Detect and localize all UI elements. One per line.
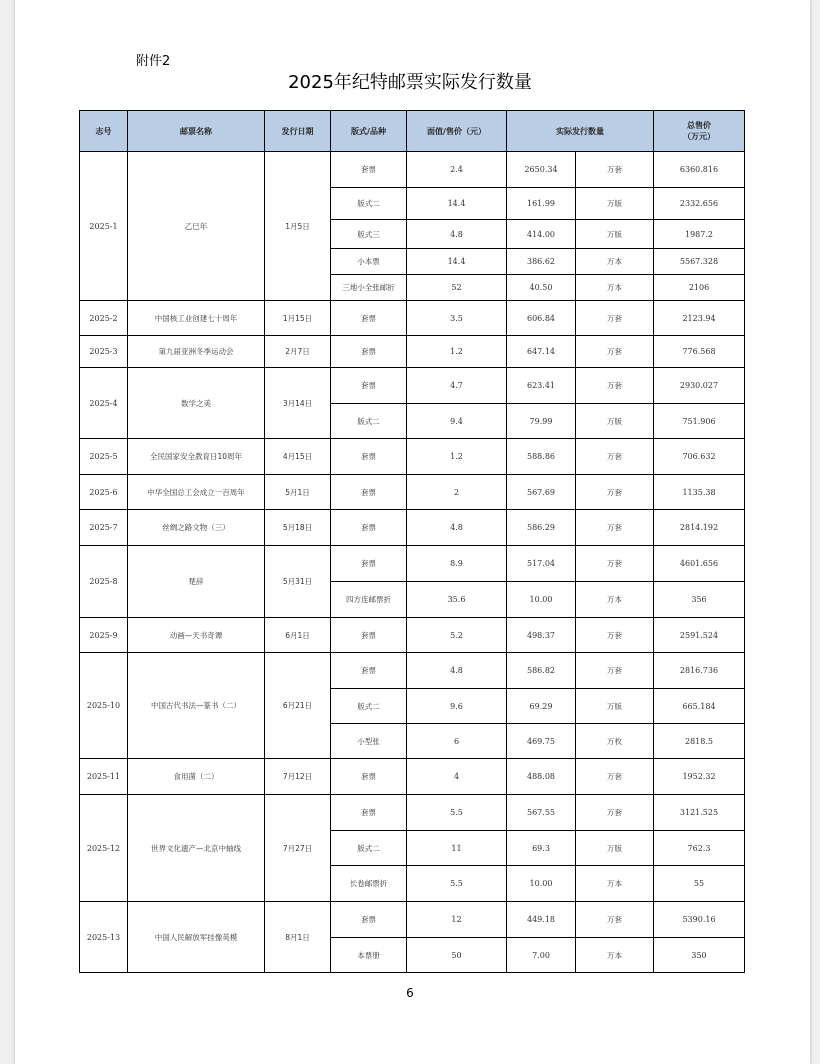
format-cell: 套票 — [331, 618, 407, 653]
issue-date: 6月21日 — [265, 653, 331, 759]
unit-cell: 万套 — [576, 439, 654, 475]
stamp-name: 全民国家安全教育日10周年 — [128, 439, 265, 475]
unit-cell: 万套 — [576, 336, 654, 368]
stamp-name: 世界文化遗产—北京中轴线 — [128, 795, 265, 902]
quantity-cell: 79.99 — [507, 404, 576, 439]
format-cell: 套票 — [331, 301, 407, 336]
table-row — [80, 759, 745, 795]
total-cell: 2814.192 — [654, 510, 745, 546]
stamp-name: 中华全国总工会成立一百周年 — [128, 475, 265, 510]
total-cell: 6360.816 — [654, 152, 745, 188]
price-cell: 4.8 — [407, 220, 507, 249]
issue-code: 2025-10 — [80, 653, 128, 759]
unit-cell: 万版 — [576, 188, 654, 220]
price-cell: 4.7 — [407, 368, 507, 404]
quantity-cell: 7.00 — [507, 938, 576, 973]
issue-date: 3月14日 — [265, 368, 331, 439]
issue-code: 2025-5 — [80, 439, 128, 475]
total-cell: 1987.2 — [654, 220, 745, 249]
table-row — [80, 475, 745, 510]
price-cell: 4.8 — [407, 510, 507, 546]
price-cell: 5.5 — [407, 795, 507, 831]
unit-cell: 万套 — [576, 152, 654, 188]
issue-code: 2025-1 — [80, 152, 128, 301]
issue-date: 7月12日 — [265, 759, 331, 795]
unit-cell: 万本 — [576, 938, 654, 973]
stamp-name: 动画—天书奇谭 — [128, 618, 265, 653]
page-number: 6 — [406, 986, 414, 1000]
total-cell: 1135.38 — [654, 475, 745, 510]
table-row — [80, 301, 745, 336]
price-cell: 1.2 — [407, 439, 507, 475]
price-cell: 52 — [407, 275, 507, 301]
issue-code: 2025-2 — [80, 301, 128, 336]
format-cell: 版式二 — [331, 689, 407, 724]
unit-cell: 万套 — [576, 795, 654, 831]
price-cell: 5.2 — [407, 618, 507, 653]
total-cell: 776.568 — [654, 336, 745, 368]
table-body — [80, 152, 745, 973]
unit-cell: 万本 — [576, 275, 654, 301]
format-cell: 套票 — [331, 336, 407, 368]
issue-code: 2025-12 — [80, 795, 128, 902]
table-row — [80, 902, 745, 938]
price-cell: 9.4 — [407, 404, 507, 439]
header-price: 面值/售价（元） — [407, 111, 507, 152]
format-cell: 套票 — [331, 368, 407, 404]
quantity-cell: 469.75 — [507, 724, 576, 759]
unit-cell: 万版 — [576, 404, 654, 439]
total-cell: 5390.16 — [654, 902, 745, 938]
stamp-name: 中国古代书法—篆书（二） — [128, 653, 265, 759]
quantity-cell: 488.08 — [507, 759, 576, 795]
price-cell: 3.5 — [407, 301, 507, 336]
unit-cell: 万套 — [576, 301, 654, 336]
stamp-name: 食用菌（二） — [128, 759, 265, 795]
price-cell: 35.6 — [407, 582, 507, 618]
price-cell: 5.5 — [407, 866, 507, 902]
quantity-cell: 449.18 — [507, 902, 576, 938]
issue-code: 2025-8 — [80, 546, 128, 618]
format-cell: 套票 — [331, 152, 407, 188]
header-total-unit: （万元） — [683, 132, 715, 141]
price-cell: 8.9 — [407, 546, 507, 582]
issue-code: 2025-3 — [80, 336, 128, 368]
format-cell: 小型张 — [331, 724, 407, 759]
quantity-cell: 2650.34 — [507, 152, 576, 188]
quantity-cell: 567.55 — [507, 795, 576, 831]
format-cell: 套票 — [331, 510, 407, 546]
price-cell: 2 — [407, 475, 507, 510]
price-cell: 4 — [407, 759, 507, 795]
header-total-label: 总售价 — [687, 121, 711, 130]
stamp-name: 丝绸之路文物（三） — [128, 510, 265, 546]
unit-cell: 万版 — [576, 831, 654, 866]
issue-date: 6月1日 — [265, 618, 331, 653]
total-cell: 2930.027 — [654, 368, 745, 404]
issue-code: 2025-11 — [80, 759, 128, 795]
total-cell: 2332.656 — [654, 188, 745, 220]
total-cell: 751.906 — [654, 404, 745, 439]
unit-cell: 万枚 — [576, 724, 654, 759]
format-cell: 套票 — [331, 902, 407, 938]
stamp-name: 乙巳年 — [128, 152, 265, 301]
issue-code: 2025-13 — [80, 902, 128, 973]
header-code: 志号 — [80, 111, 128, 152]
quantity-cell: 414.00 — [507, 220, 576, 249]
quantity-cell: 10.00 — [507, 866, 576, 902]
total-cell: 2106 — [654, 275, 745, 301]
issue-code: 2025-6 — [80, 475, 128, 510]
header-format: 版式/品种 — [331, 111, 407, 152]
format-cell: 版式二 — [331, 404, 407, 439]
quantity-cell: 69.29 — [507, 689, 576, 724]
quantity-cell: 10.00 — [507, 582, 576, 618]
price-cell: 14.4 — [407, 249, 507, 275]
total-cell: 706.632 — [654, 439, 745, 475]
issue-date: 5月18日 — [265, 510, 331, 546]
header-total — [654, 111, 745, 152]
unit-cell: 万本 — [576, 866, 654, 902]
price-cell: 14.4 — [407, 188, 507, 220]
issue-date: 8月1日 — [265, 902, 331, 973]
total-cell: 55 — [654, 866, 745, 902]
issue-code: 2025-4 — [80, 368, 128, 439]
total-cell: 2591.524 — [654, 618, 745, 653]
format-cell: 版式二 — [331, 831, 407, 866]
unit-cell: 万套 — [576, 510, 654, 546]
table-row — [80, 439, 745, 475]
price-cell: 50 — [407, 938, 507, 973]
stamp-name: 数学之美 — [128, 368, 265, 439]
format-cell: 长卷邮票折 — [331, 866, 407, 902]
price-cell: 6 — [407, 724, 507, 759]
issue-code: 2025-9 — [80, 618, 128, 653]
price-cell: 2.4 — [407, 152, 507, 188]
total-cell: 2818.5 — [654, 724, 745, 759]
total-cell: 1952.32 — [654, 759, 745, 795]
price-cell: 1.2 — [407, 336, 507, 368]
unit-cell: 万套 — [576, 546, 654, 582]
price-cell: 9.6 — [407, 689, 507, 724]
header-name: 邮票名称 — [128, 111, 265, 152]
format-cell: 套票 — [331, 546, 407, 582]
format-cell: 套票 — [331, 653, 407, 689]
total-cell: 350 — [654, 938, 745, 973]
total-cell: 5567.328 — [654, 249, 745, 275]
format-cell: 版式二 — [331, 188, 407, 220]
format-cell: 套票 — [331, 439, 407, 475]
quantity-cell: 517.04 — [507, 546, 576, 582]
issue-date: 5月1日 — [265, 475, 331, 510]
unit-cell: 万本 — [576, 582, 654, 618]
quantity-cell: 586.82 — [507, 653, 576, 689]
table-row — [80, 152, 745, 188]
table-row — [80, 336, 745, 368]
stamp-issue-table — [79, 110, 745, 973]
unit-cell: 万版 — [576, 689, 654, 724]
page-title: 2025年纪特邮票实际发行数量 — [288, 72, 532, 93]
unit-cell: 万套 — [576, 653, 654, 689]
format-cell: 套票 — [331, 475, 407, 510]
quantity-cell: 69.3 — [507, 831, 576, 866]
issue-date: 4月15日 — [265, 439, 331, 475]
table-row — [80, 368, 745, 404]
table-row — [80, 510, 745, 546]
format-cell: 三地小全张邮折 — [331, 275, 407, 301]
unit-cell: 万本 — [576, 249, 654, 275]
header-date: 发行日期 — [265, 111, 331, 152]
quantity-cell: 567.69 — [507, 475, 576, 510]
stamp-name: 楚辞 — [128, 546, 265, 618]
quantity-cell: 588.86 — [507, 439, 576, 475]
total-cell: 356 — [654, 582, 745, 618]
price-cell: 11 — [407, 831, 507, 866]
format-cell: 版式三 — [331, 220, 407, 249]
quantity-cell: 386.62 — [507, 249, 576, 275]
quantity-cell: 40.50 — [507, 275, 576, 301]
total-cell: 2123.94 — [654, 301, 745, 336]
price-cell: 4.8 — [407, 653, 507, 689]
table-row — [80, 653, 745, 689]
table-row — [80, 546, 745, 582]
issue-date: 2月7日 — [265, 336, 331, 368]
table-row — [80, 618, 745, 653]
quantity-cell: 161.99 — [507, 188, 576, 220]
total-cell: 3121.525 — [654, 795, 745, 831]
header-quantity: 实际发行数量 — [507, 111, 654, 152]
stamp-name: 第九届亚洲冬季运动会 — [128, 336, 265, 368]
format-cell: 套票 — [331, 759, 407, 795]
format-cell: 套票 — [331, 795, 407, 831]
total-cell: 762.3 — [654, 831, 745, 866]
unit-cell: 万套 — [576, 368, 654, 404]
issue-date: 7月27日 — [265, 795, 331, 902]
unit-cell: 万套 — [576, 759, 654, 795]
format-cell: 本票册 — [331, 938, 407, 973]
quantity-cell: 498.37 — [507, 618, 576, 653]
price-cell: 12 — [407, 902, 507, 938]
issue-date: 5月31日 — [265, 546, 331, 618]
total-cell: 665.184 — [654, 689, 745, 724]
stamp-name: 中国人民解放军挂像英模 — [128, 902, 265, 973]
total-cell: 2816.736 — [654, 653, 745, 689]
unit-cell: 万套 — [576, 475, 654, 510]
quantity-cell: 647.14 — [507, 336, 576, 368]
format-cell: 小本票 — [331, 249, 407, 275]
issue-date: 1月5日 — [265, 152, 331, 301]
quantity-cell: 586.29 — [507, 510, 576, 546]
unit-cell: 万版 — [576, 220, 654, 249]
table-header-row — [80, 111, 745, 152]
quantity-cell: 623.41 — [507, 368, 576, 404]
unit-cell: 万套 — [576, 902, 654, 938]
table-row — [80, 795, 745, 831]
format-cell: 四方连邮票折 — [331, 582, 407, 618]
issue-date: 1月15日 — [265, 301, 331, 336]
quantity-cell: 606.84 — [507, 301, 576, 336]
unit-cell: 万套 — [576, 618, 654, 653]
issue-code: 2025-7 — [80, 510, 128, 546]
total-cell: 4601.656 — [654, 546, 745, 582]
attachment-label: 附件2 — [136, 54, 171, 69]
stamp-name: 中国核工业创建七十周年 — [128, 301, 265, 336]
